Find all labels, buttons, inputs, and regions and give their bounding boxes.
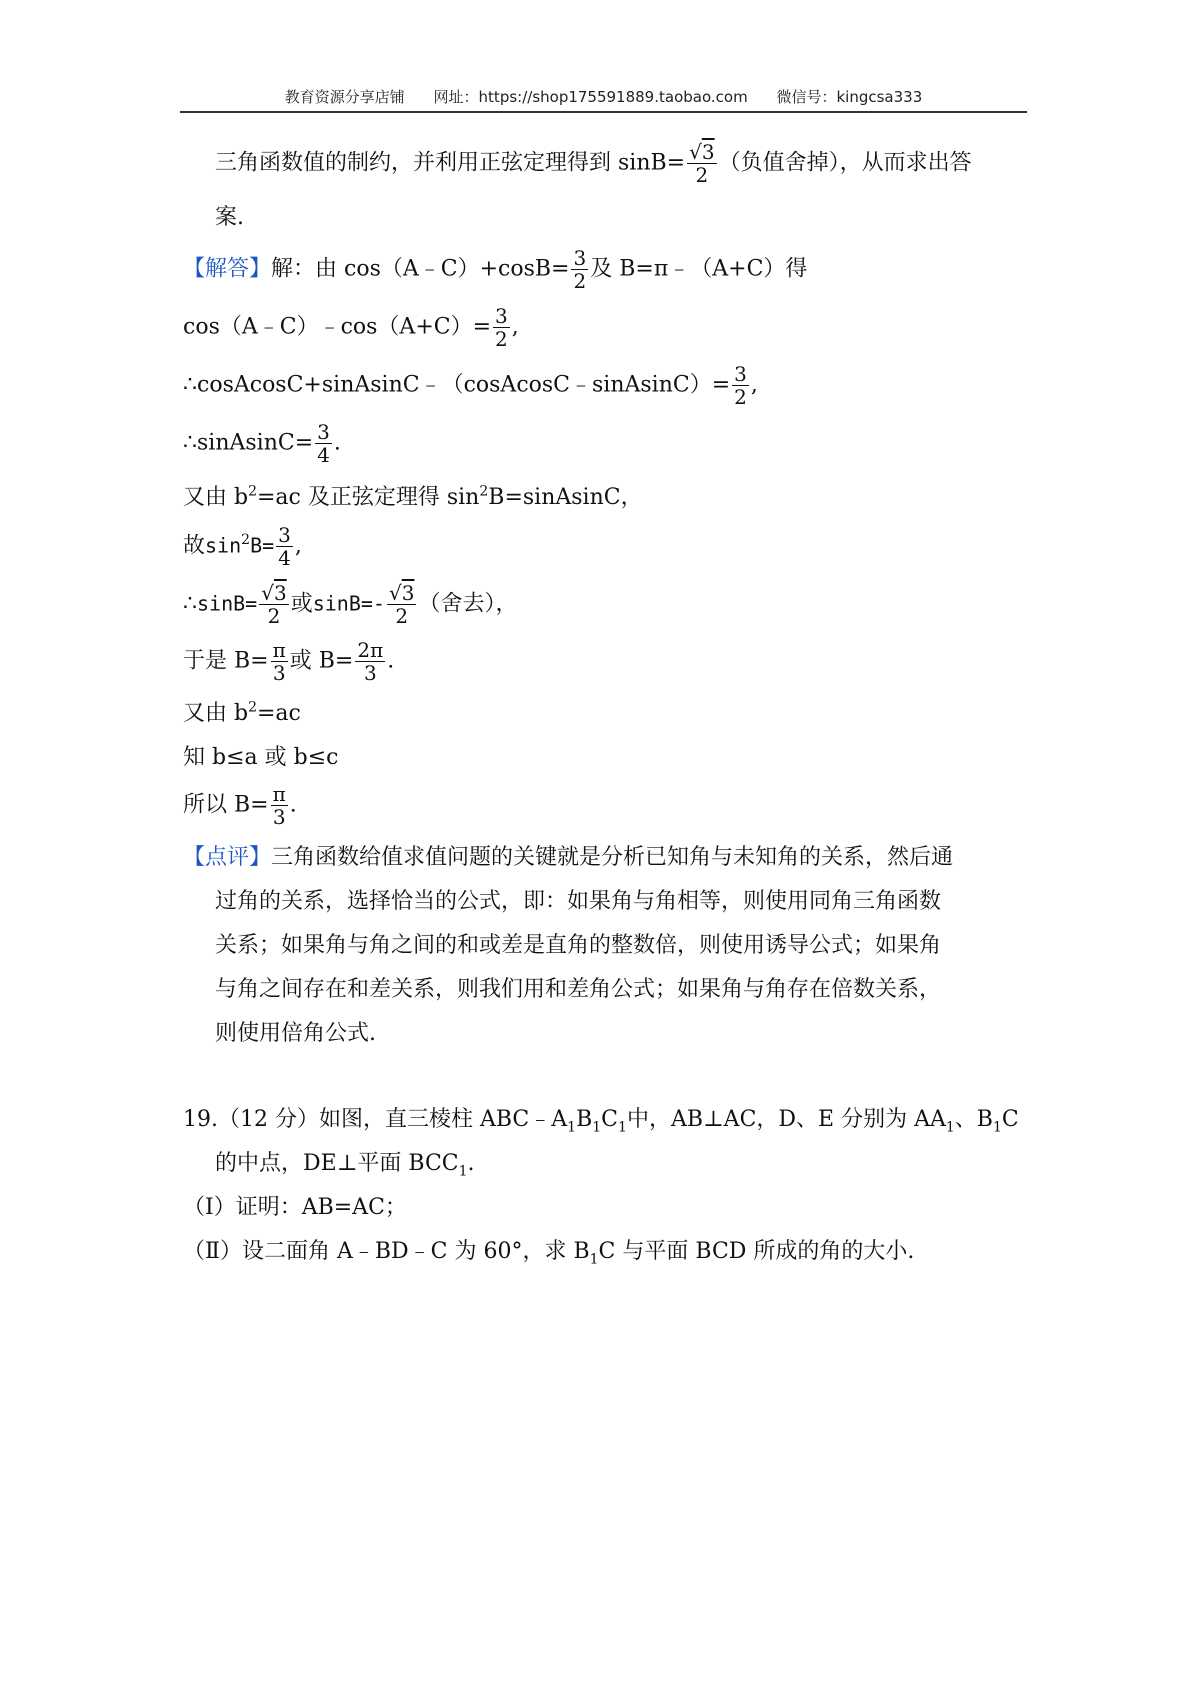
question-19-line-1: 19.（12 分）如图，直三棱柱 $ABC﹣A_1B_1C_1$中，AB⊥AC，D、E 分别为 $AA_1$、$B_1C$ [183,1107,1019,1136]
comment-line-4: 与角之间存在和差关系，则我们用和差角公式；如果角与角存在倍数关系， [215,977,942,1002]
question-19-line-2: 的中点，DE⊥平面 $BCC_1$. [215,1151,475,1180]
solution-label: 【解答】 [183,256,272,282]
comment-line-3: 关系；如果角与角之间的和或差是直角的整数倍，则使用诱导公式；如果角 [215,933,942,958]
solution-line-5: 又由 $b^2=ac$ 及正弦定理得 $\sin^2B=sinAsinC$， [183,483,643,510]
comment-line-1: 【点评】三角函数给值求值问题的关键就是分析已知角与未知角的关系，然后通 [183,845,954,870]
comment-line-2: 过角的关系，选择恰当的公式，即：如果角与角相等，则使用同角三角函数 [215,889,942,914]
question-19-part-1: （Ⅰ）证明：AB=AC； [183,1195,407,1220]
solution-line-1: 【解答】解：由 cos（A﹣C）+cosB= $\frac{3}{2}$ 及 B=π﹣（A+C）得 [183,246,808,293]
solution-line-8: 于是 B= $\frac{\pi}{3}$ 或 B= $\frac{2\pi}{3}$ . [183,638,395,685]
comment-label: 【点评】 [183,845,272,870]
solution-line-11: 所以 B= $\frac{\pi}{3}$ . [183,782,297,829]
header-url: 网址：https://shop175591889.taobao.com [433,88,748,106]
comment-line-5: 则使用倍角公式. [215,1021,376,1046]
fraction-sqrt3-over-2: $\frac{√3}{2}$ [689,140,715,187]
analysis-line-1: 三角函数值的制约，并利用正弦定理得到 sinB= $\frac{√3}{2}$ （负值舍掉），从而求出答 [215,140,972,187]
page-header [180,86,1027,107]
solution-line-2: cos（A﹣C）﹣cos（A+C）= $\frac{3}{2}$ , [183,304,519,351]
solution-line-9: 又由 $b^2=ac$ [183,699,301,726]
header-wechat: 微信号：kingcsa333 [776,88,923,106]
question-19-part-2: （Ⅱ）设二面角 A﹣BD﹣C 为 60°，求 $B_1C$ 与平面 BCD 所成的角的大小. [183,1239,915,1268]
solution-line-6: 故$\sin^2B=$ $\frac{3}{4}$ , [183,523,302,570]
solution-line-3: ∴cosAcosC+sinAsinC﹣（cosAcosC﹣sinAsinC）= $\frac{3}{2}$ , [183,362,758,409]
solution-line-10: 知 b≤a 或 b≤c [183,745,339,770]
solution-line-4: ∴sinAsinC= $\frac{3}{4}$ . [183,420,341,467]
analysis-line-2: 案. [215,205,244,230]
header-shop: 教育资源分享店铺 [284,88,405,106]
header-rule [180,111,1027,113]
solution-line-7: ∴sinB= $\frac{√3}{2}$ 或sinB=- $\frac{√3}{2}$ （舍去）， [183,581,518,628]
